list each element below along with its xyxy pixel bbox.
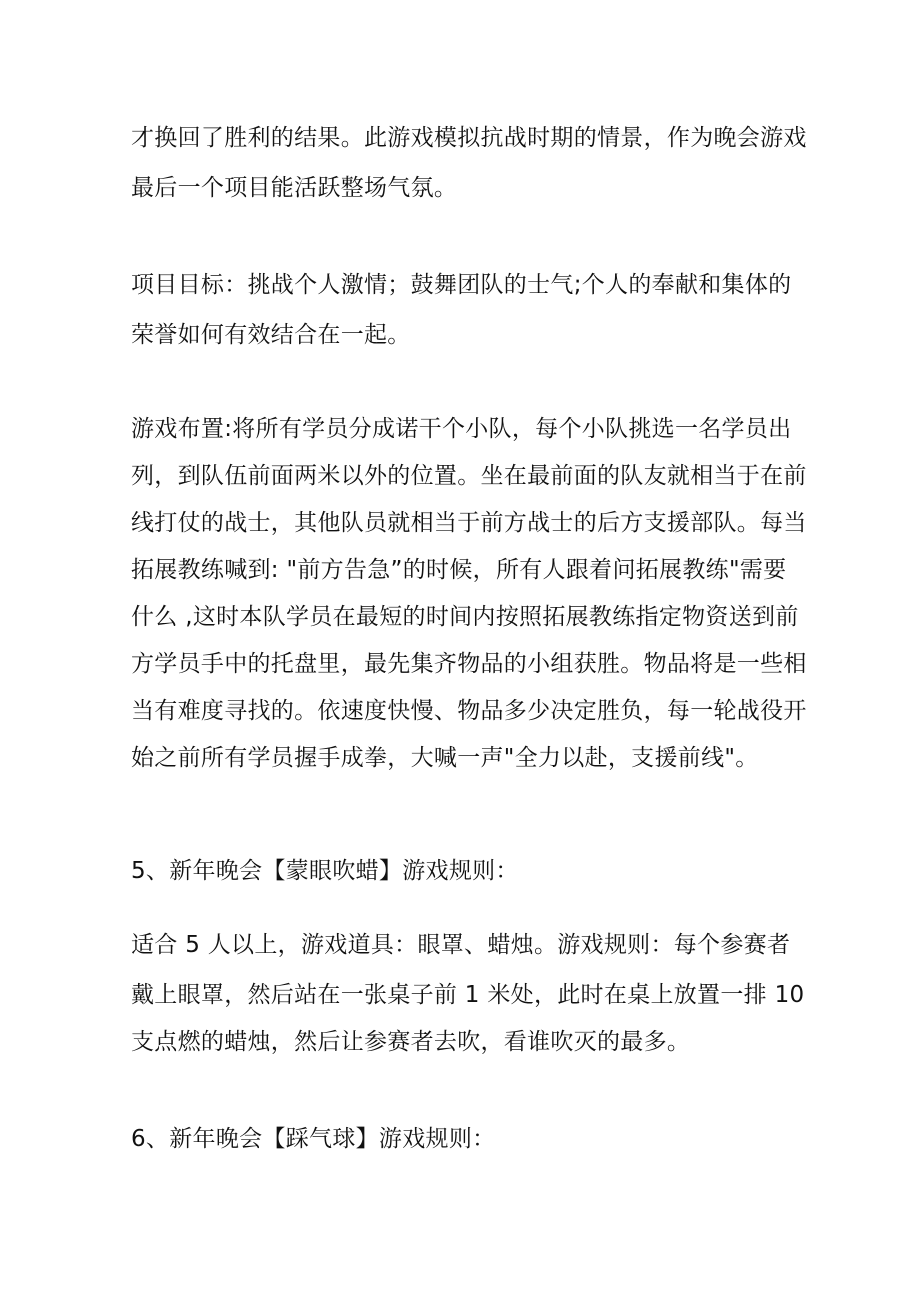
paragraph-5-line-2: 戴上眼罩，然后站在一张桌子前 1 米处，此时在桌上放置一排 10 (131, 982, 805, 1008)
paragraph-3-line-1: 游戏布置:将所有学员分成诺干个小队，每个小队挑选一名学员出 (131, 416, 792, 442)
paragraph-3-line-8: 始之前所有学员握手成拳，大喊一声"全力以赴，支援前线"。 (131, 745, 759, 771)
paragraph-3-line-5: 什么 ,这时本队学员在最短的时间内按照拓展教练指定物资送到前 (131, 604, 799, 630)
paragraph-3-line-4: 拓展教练喊到: "前方告急”的时候，所有人跟着问拓展教练"需要 (131, 557, 787, 583)
paragraph-3-line-2: 列，到队伍前面两米以外的位置。坐在最前面的队友就相当于在前 (131, 463, 807, 489)
paragraph-3-line-7: 当有难度寻找的。依速度快慢、物品多少决定胜负，每一轮战役开 (131, 698, 807, 724)
paragraph-1-line-1: 才换回了胜利的结果。此游戏模拟抗战时期的情景，作为晚会游戏 (131, 125, 807, 151)
paragraph-1-line-2: 最后一个项目能活跃整场气氛。 (131, 175, 458, 201)
paragraph-5-line-1: 适合 5 人以上，游戏道具：眼罩、蜡烛。游戏规则：每个参赛者 (131, 932, 791, 958)
paragraph-2-line-1: 项目目标：挑战个人激情；鼓舞团队的士气;个人的奉献和集体的 (131, 272, 792, 298)
paragraph-3-line-3: 线打仗的战士，其他队员就相当于前方战士的后方支援部队。每当 (131, 510, 807, 536)
paragraph-2-line-2: 荣誉如何有效结合在一起。 (131, 322, 411, 348)
section-heading-6: 6、新年晚会【踩气球】游戏规则： (131, 1126, 496, 1152)
paragraph-3-line-6: 方学员手中的托盘里，最先集齐物品的小组获胜。物品将是一些相 (131, 651, 807, 677)
section-heading-5: 5、新年晚会【蒙眼吹蜡】游戏规则： (131, 858, 519, 884)
paragraph-5-line-3: 支点燃的蜡烛，然后让参赛者去吹，看谁吹灭的最多。 (131, 1029, 691, 1055)
